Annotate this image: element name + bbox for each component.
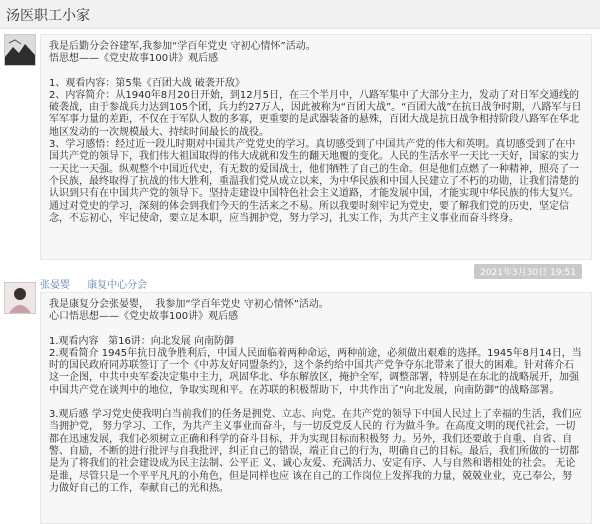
intro-line: 我是后勤分会谷建军,我参加“学百年党史 守初心情怀”活动。 <box>49 41 316 52</box>
avatar[interactable] <box>4 282 36 314</box>
content-summary: 2.观看简介 1945年抗日战争胜利后，中国人民面临着两种命运，两种前途，必须做出艰难的选择。1945年8月14日，当时的国民政府同苏联签订了一个《中苏友好同盟条约》，这个条约给中国共产党争夺东北带来了很大的困难。针对蒋介石这一企图，中共中央军委决定集中主力，巩固华北、华东解放区，掩护全军，调整部署，特别是在东北的战略展开，加强中国共产党在谈判中的地位，争取实现和平。在苏联的积极帮助下，中共作出了“向北发展，向南防御”的战略部署。 <box>49 347 582 396</box>
author-name[interactable]: 张晏婴 <box>40 280 70 291</box>
timestamp: 2021年3月30日 19:51 <box>474 264 582 279</box>
avatar[interactable] <box>4 34 36 66</box>
content-reflection: 3、学习感悟：经过近一段儿时期对中国共产党党史的学习。真切感受到了中国共产党的伟大和英明。真切感受到了在中国共产党的领导下，我们伟大祖国取得的伟大成就和发生的翻天地覆的变化。人民的生活水平一天比一天好，国家的实力一天比一天强。纵观整个中国近代史，有无数的爱国战士，他们牺牲了自己的生命。但是他们点燃了一种精神，照亮了一个民族，最终取得了抗战的伟大胜利，重温我们党从成立以来，为中华民族和中国人民建立了不朽的功勋，让我们清楚的认识到只有在中国共产党的领导下。坚持走建设中国特色社会主义道路，才能发展中国，才能实现中华民族的伟大复兴。通过对党史的学习，深刻的体会到我们今天的生活来之不易。所以我要时刻牢记为党史，要了解我们党的历史，坚定信念，不忘初心，牢记使命，要立足本职，应当拥护党，努力学习，扎实工作，为共产主义事业而奋斗终身。 <box>49 139 579 224</box>
subtitle-line: 心口悟思想——《党史故事100讲》观后感 <box>49 311 239 323</box>
avatar-portrait-icon <box>5 283 35 313</box>
content-item: 1.观看内容 第16讲：向北发展 向南防御 <box>49 335 234 347</box>
post-guojianjun <box>0 30 600 278</box>
message-bubble <box>40 34 592 260</box>
intro-line: 我是康复分会张晏婴， 我参加“学百年党史 守初心情怀”活动。 <box>49 299 329 310</box>
author-info <box>40 276 161 291</box>
post-zhangyanying <box>0 270 600 524</box>
content-reflection: 3.观后感 学习党史使我明白当前我们的任务是拥党、立志、向党。在共产党的领导下中国人民过上了幸福的生活，我们应当拥护党， 努力学习、工作，为共产主义事业而奋斗，与一切反党反人民的 行为做斗争。在高度文明的现代社会，一切都在迅速发展，我们必须树立正确和科学的奋斗目标，并为实现目标而积极努 力。另外，我们还要敢于自重、自省、自警、自励，不断的进行批评与自我批评，纠正自己的错误，端正自己的行为，明确自己的目标。最后，我们所做的一切都是为了将我们的社会建设成为民主法制、公平正 义、诚心友爱、充满活力、安定有序、人与自然和谐相处的社会。 无论是谁，尽管只是一个平平凡凡的小角色，但是同样也应 该在自己的工作岗位上发挥我的力量，兢兢业业，克己奉公，努 力做好自己的工作，奉献自己的光和热。 <box>49 409 582 494</box>
avatar-landscape-icon <box>5 35 35 65</box>
group-title: 汤医职工小家 <box>6 8 90 24</box>
content-summary: 2、内容简介：从1940年8月20日开始，到12月5日，在三个半月中，八路军集中了大部分主力，发动了对日军交通线的破袭战，由于参战兵力达到105个团，兵力约27万人，因此被称为“百团大战”。“百团大战”在抗日战争时期，八路军与日军军事力量的差距，不仅在于军队人数的多寡，更重要的是武器装备的悬殊，百团大战是抗日战争相持阶段八路军在华北地区发动的一次规模最大、持续时间最长的战役。 <box>49 89 582 138</box>
subtitle-line: 悟思想——《党史故事100讲》观后感 <box>49 53 219 65</box>
content-item: 1、观看内容：第5集《百团大战 破袭开敌》 <box>49 77 245 89</box>
author-dept: 康复中心分会 <box>87 280 148 291</box>
app-header <box>0 0 600 29</box>
message-bubble <box>40 292 592 524</box>
